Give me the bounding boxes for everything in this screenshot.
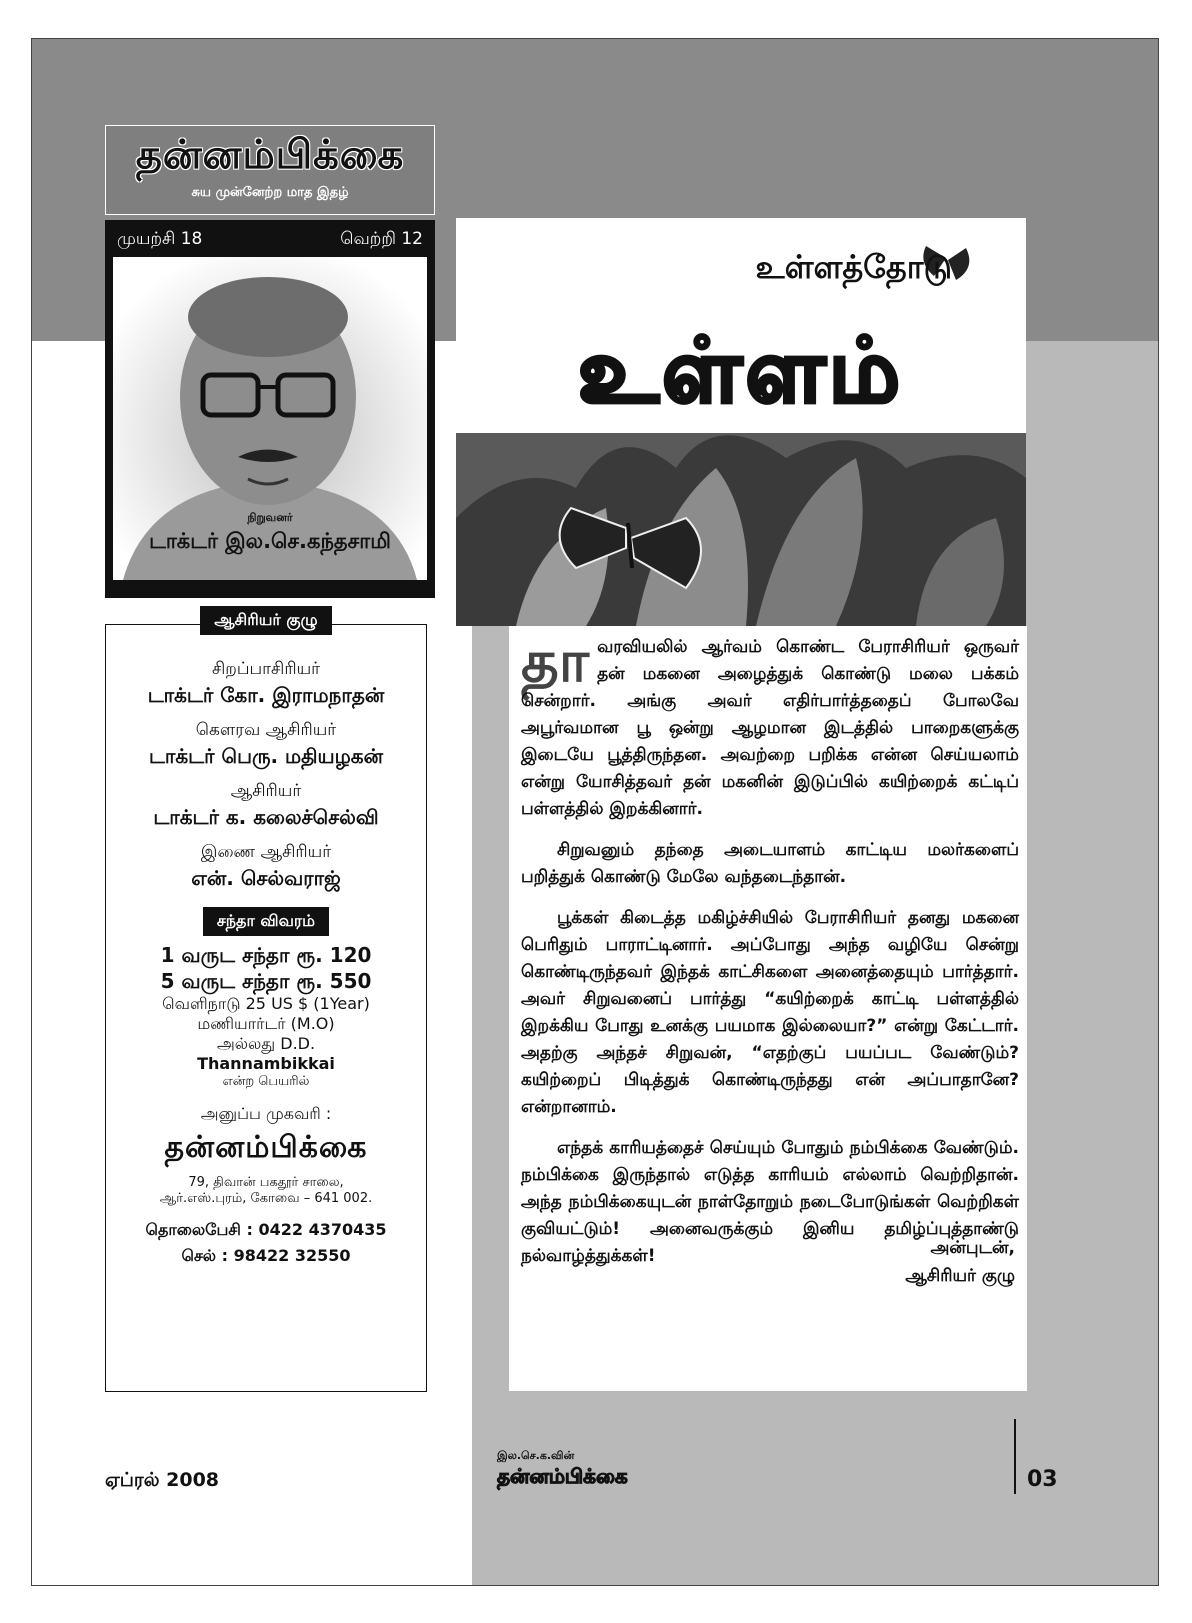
- sign-off-signature: ஆசிரியர் குழு: [905, 1266, 1015, 1286]
- article-paragraph: சிறுவனும் தந்தை அடையாளம் காட்டிய மலர்களைப் பறித்துக் கொண்டு மேலே வந்தடைந்தான்.: [521, 840, 1019, 887]
- footer-logo-name: தன்னம்பிக்கை: [497, 1464, 628, 1488]
- drop-cap: தா: [521, 627, 590, 695]
- money-order: மணியார்டர் (M.O): [197, 1014, 335, 1033]
- issue-info: [113, 220, 427, 257]
- article-kicker: உள்ளத்தோடு: [755, 248, 952, 286]
- address-brand: தன்னம்பிக்கை: [164, 1130, 368, 1165]
- founder-role: நிறுவனர்: [247, 511, 293, 524]
- payee-note: என்ற பெயரில்: [222, 1074, 310, 1089]
- page-frame: [31, 38, 1159, 1586]
- demand-draft: அல்லது D.D.: [216, 1034, 316, 1053]
- founder-box: [105, 220, 435, 598]
- founder-photo: [113, 257, 427, 580]
- address-line-1: 79, திவான் பகதூர் சாலை,: [188, 1175, 344, 1190]
- board-person: என். செல்வராஜ்: [191, 866, 341, 890]
- footer-logo-small: இல.செ.க.வின்: [497, 1449, 575, 1462]
- issue-date: ஏப்ரல் 2008: [105, 1469, 220, 1491]
- board-role: கௌரவ ஆசிரியர்: [195, 720, 337, 740]
- page-number-divider: [1014, 1419, 1016, 1494]
- page-number: 03: [1027, 1467, 1058, 1492]
- subscription-heading: சந்தா விவரம்: [203, 907, 329, 936]
- founder-name: டாக்டர் இல.செ.கந்தசாமி: [149, 529, 391, 553]
- article-hero: [456, 218, 1026, 626]
- price-one-year: 1 வருட சந்தா ரூ. 120: [160, 943, 372, 967]
- cell-number: செல் : 98422 32550: [181, 1246, 351, 1265]
- address-line-2: ஆர்.எஸ்.புரம், கோவை – 641 002.: [159, 1191, 373, 1206]
- issue-volume: முயற்சி 18: [117, 229, 203, 249]
- masthead-title: தன்னம்பிக்கை: [135, 132, 405, 178]
- paragraph-text: வரவியலில் ஆர்வம் கொண்ட பேராசிரியர் ஒருவர் தன் மகனை அழைத்துக் கொண்டு மலை பக்கம் சென்றார். அங்கு அவர் எதிர்பார்த்ததைப் போலவே அபூர்வமான பூ ஒன்று ஆழமான இடத்தில் பாறைகளுக்கு இடையே பூத்திருந்தன. அவற்றை பறிக்க என்ன செய்யலாம் என்று யோசித்தவர் தன் மகனின் இடுப்பில் கயிற்றைக் கட்டிப் பள்ளத்தில் இறக்கினார்.: [521, 637, 1019, 819]
- board-role: இணை ஆசிரியர்: [200, 842, 332, 862]
- editorial-board: [105, 610, 427, 1392]
- payee-name: Thannambikkai: [197, 1054, 335, 1073]
- article-paragraph: [521, 627, 1019, 823]
- board-role: ஆசிரியர்: [230, 781, 302, 801]
- board-heading: ஆசிரியர் குழு: [200, 606, 331, 635]
- article-paragraph: பூக்கள் கிடைத்த மகிழ்ச்சியில் பேராசிரியர் தனது மகனை பெரிதும் பாராட்டினார். அப்போது அந்த வழியே சென்று கொண்டிருந்தவர் இந்தக் காட்சிகளை அனைத்தையும் பார்த்தார். அவர் சிறுவனைப் பார்த்து “கயிற்றைக் காட்டி பள்ளத்தில் இறக்கிய போது உனக்கு பயமாக இல்லையா?” என்று கேட்டார். அதற்கு அந்தச் சிறுவன், “எதற்குப் பயப்பட வேண்டும்? கயிற்றைப் பிடித்துக் கொண்டிருந்தது என் அப்பாதானே? என்றானாம்.: [521, 908, 1019, 1117]
- foreign-price: வெளிநாடு 25 US $ (1Year): [162, 994, 370, 1013]
- issue-number: வெற்றி 12: [340, 229, 423, 249]
- price-five-year: 5 வருட சந்தா ரூ. 550: [160, 969, 372, 993]
- masthead: [105, 125, 435, 215]
- board-person: டாக்டர் க. கலைச்செல்வி: [153, 805, 379, 829]
- article-title: உள்ளம்: [578, 318, 904, 422]
- masthead-subtitle: சுய முன்னேற்ற மாத இதழ்: [191, 185, 349, 200]
- board-role: சிறப்பாசிரியர்: [211, 659, 321, 679]
- article-body: [509, 626, 1027, 1391]
- footer-logo: [497, 1449, 628, 1491]
- sign-off-greeting: அன்புடன்,: [930, 1238, 1015, 1258]
- board-person: டாக்டர் பெரு. மதியழகன்: [149, 744, 383, 768]
- sign-off: [905, 1234, 1015, 1290]
- address-label: அனுப்ப முகவரி :: [200, 1104, 332, 1123]
- article-paragraph: எந்தக் காரியத்தைச் செய்யும் போதும் நம்பிக்கை வேண்டும். நம்பிக்கை இருந்தால் எடுத்த காரியம் எல்லாம் வெற்றிதான். அந்த நம்பிக்கையுடன் நாள்தோறும் நடைபோடுங்கள் வெற்றிகள் குவியட்டும்! அனைவருக்கும் இனிய தமிழ்ப்புத்தாண்டு நல்வாழ்த்துக்கள்!: [521, 1138, 1019, 1266]
- phone-number: தொலைபேசி : 0422 4370435: [145, 1220, 387, 1239]
- board-person: டாக்டர் கோ. இராமநாதன்: [147, 683, 385, 707]
